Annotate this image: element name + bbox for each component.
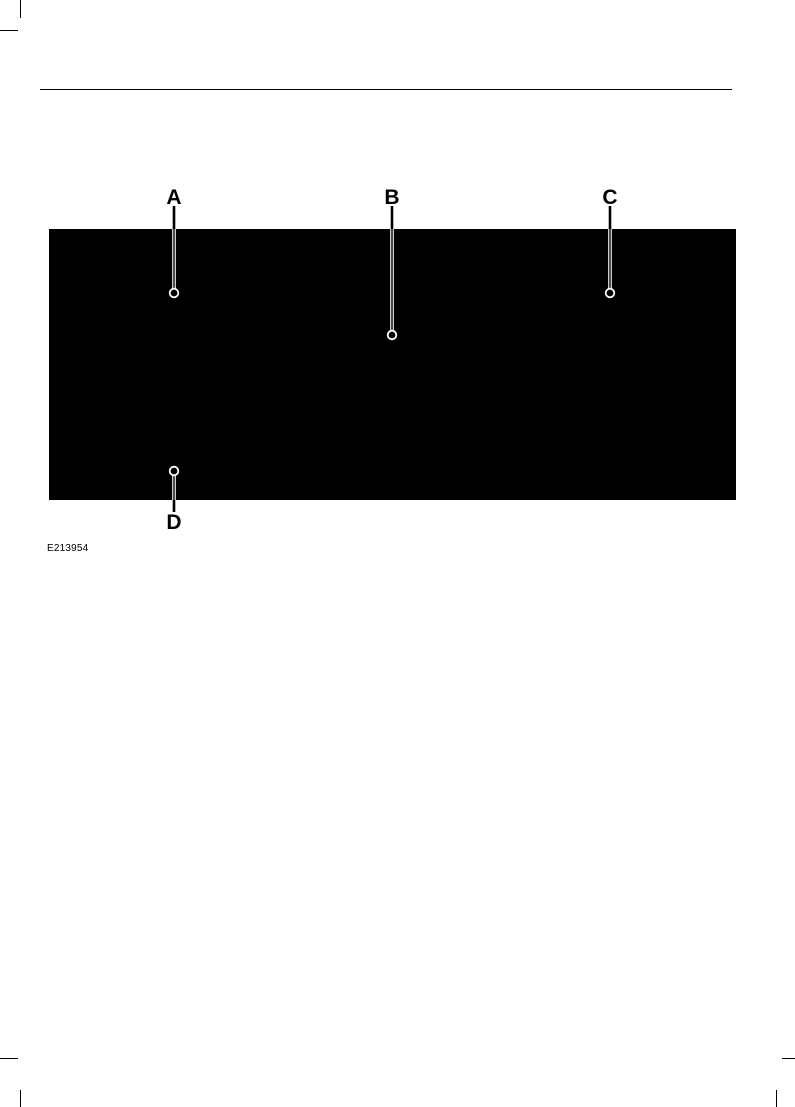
- callout-b-marker: [388, 331, 397, 340]
- callout-a-marker: [170, 289, 179, 298]
- callout-b-label: B: [384, 186, 400, 209]
- callout-a-label: A: [166, 186, 182, 209]
- callout-c-label: C: [602, 186, 618, 209]
- callout-d-marker: [170, 467, 179, 476]
- figure-id: E213954: [47, 543, 89, 554]
- callout-d-label: D: [166, 511, 182, 534]
- callout-c-marker: [606, 289, 615, 298]
